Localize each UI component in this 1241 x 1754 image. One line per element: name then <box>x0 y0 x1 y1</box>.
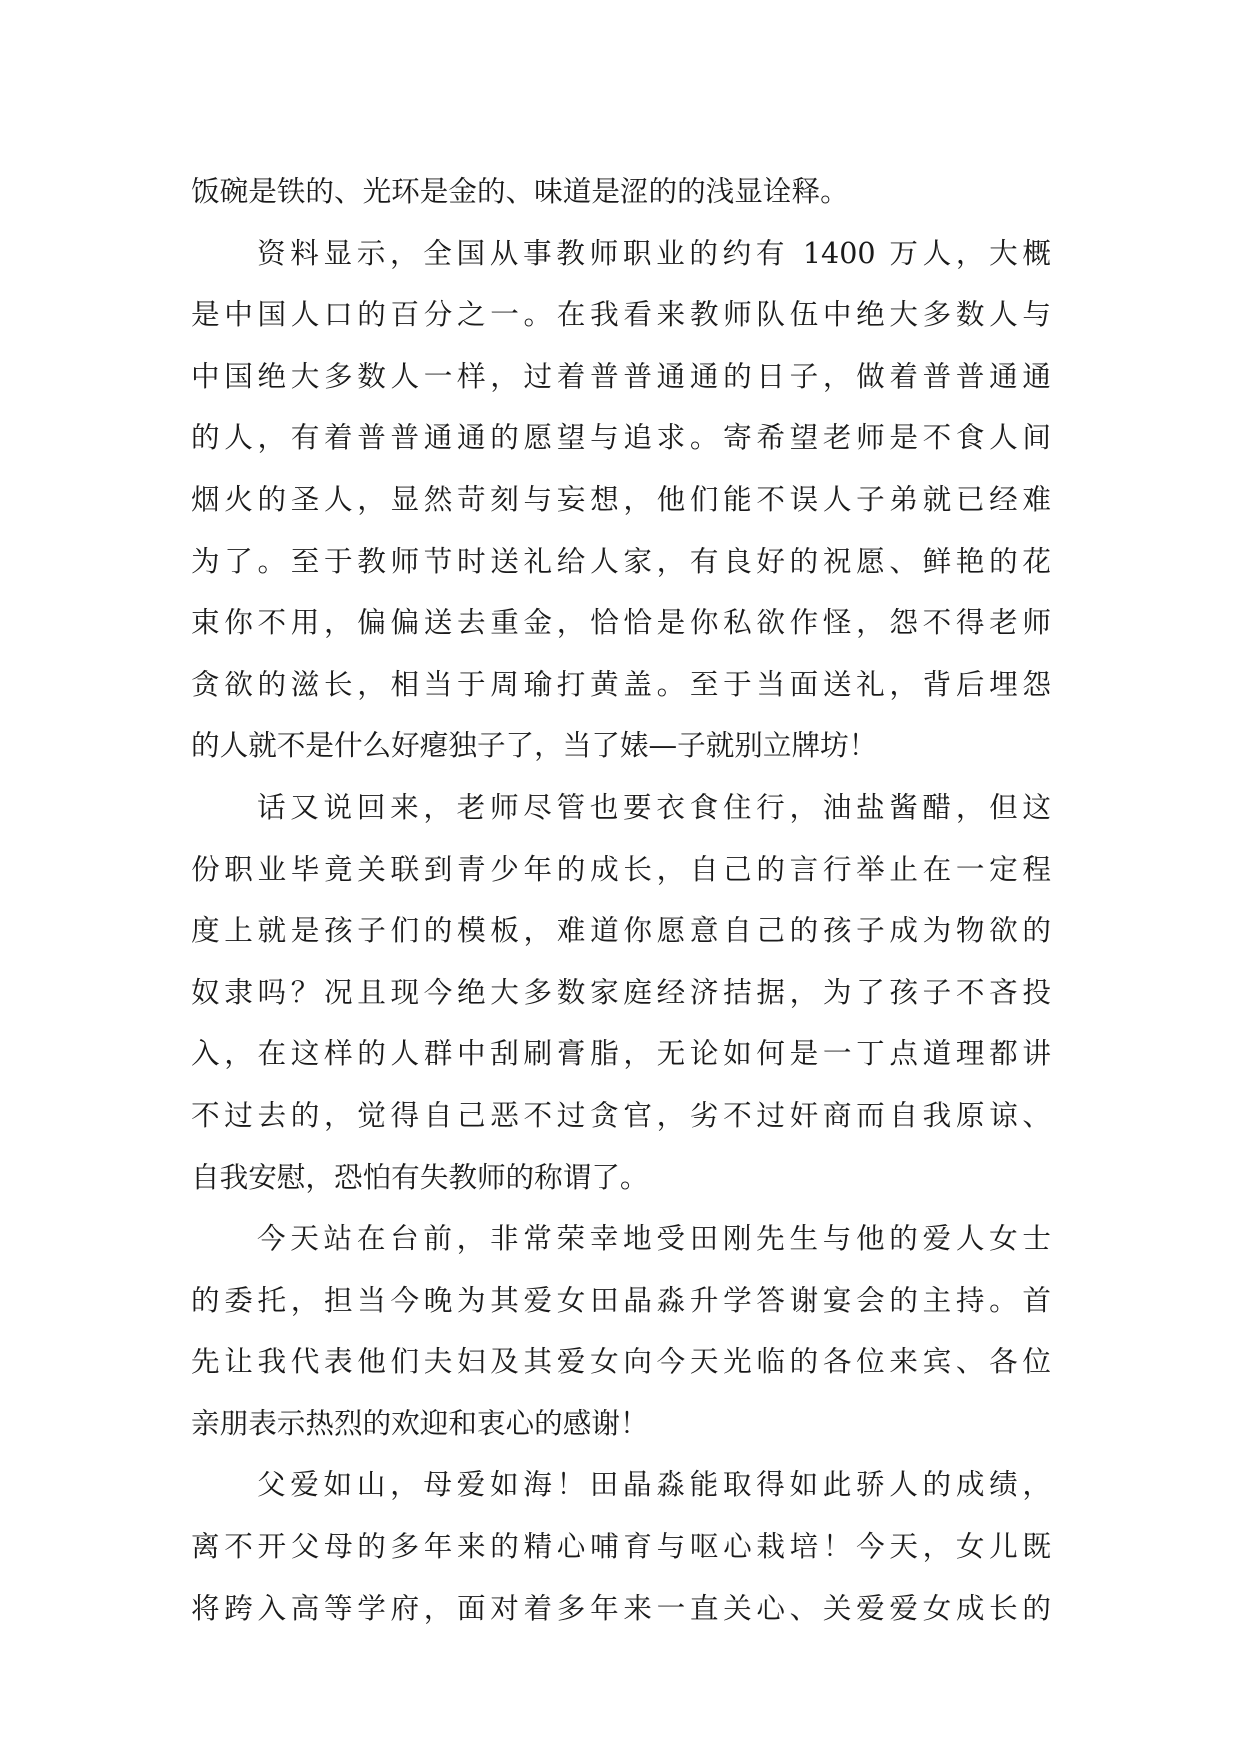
text-line: 中国绝大多数人一样，过着普普通通的日子，做着普普通通 <box>191 358 1051 393</box>
text-line: 自我安慰，恐怕有失教师的称谓了。 <box>191 1159 649 1194</box>
text-line: 饭碗是铁的、光环是金的、味道是涩的的浅显诠释。 <box>191 174 849 208</box>
text-line: 束你不用，偏偏送去重金，恰恰是你私欲作怪，怨不得老师 <box>191 605 1051 640</box>
text-line: 父爱如山，母爱如海！田晶淼能取得如此骄人的成绩， <box>257 1467 1051 1502</box>
body-text <box>191 161 1051 1639</box>
text-line: 入，在这样的人群中刮刷膏脂，无论如何是一丁点道理都讲 <box>191 1036 1051 1071</box>
text-line: 不过去的，觉得自己恶不过贪官，劣不过奸商而自我原谅、 <box>191 1097 1051 1132</box>
text-line: 的人，有着普普通通的愿望与追求。寄希望老师是不食人间 <box>191 420 1051 455</box>
text-line: 份职业毕竟关联到青少年的成长，自己的言行举止在一定程 <box>191 851 1051 886</box>
text-line: 奴隶吗？况且现今绝大多数家庭经济拮据，为了孩子不吝投 <box>191 974 1051 1009</box>
text-line: 的委托，担当今晚为其爱女田晶淼升学答谢宴会的主持。首 <box>191 1282 1051 1317</box>
text-line: 先让我代表他们夫妇及其爱女向今天光临的各位来宾、各位 <box>191 1344 1051 1379</box>
text-line: 是中国人口的百分之一。在我看来教师队伍中绝大多数人与 <box>191 297 1051 332</box>
text-line: 度上就是孩子们的模板，难道你愿意自己的孩子成为物欲的 <box>191 913 1051 948</box>
text-line: 为了。至于教师节时送礼给人家，有良好的祝愿、鲜艳的花 <box>191 543 1051 578</box>
text-line: 资料显示，全国从事教师职业的约有 1400 万人，大概 <box>257 235 1051 270</box>
text-line: 贪欲的滋长，相当于周瑜打黄盖。至于当面送礼，背后埋怨 <box>191 666 1051 701</box>
text-line: 离不开父母的多年来的精心哺育与呕心栽培！今天，女儿既 <box>191 1529 1051 1564</box>
text-line: 话又说回来，老师尽管也要衣食住行，油盐酱醋，但这 <box>257 789 1051 824</box>
text-line: 亲朋表示热烈的欢迎和衷心的感谢！ <box>191 1405 649 1440</box>
text-line: 将跨入高等学府，面对着多年来一直关心、关爱爱女成长的 <box>191 1590 1051 1625</box>
text-line: 今天站在台前，非常荣幸地受田刚先生与他的爱人女士 <box>257 1221 1051 1256</box>
text-line: 的人就不是什么好瘪独子了，当了婊—子就别立牌坊！ <box>191 728 878 763</box>
text-line: 烟火的圣人，显然苛刻与妄想，他们能不误人子弟就已经难 <box>191 481 1051 516</box>
